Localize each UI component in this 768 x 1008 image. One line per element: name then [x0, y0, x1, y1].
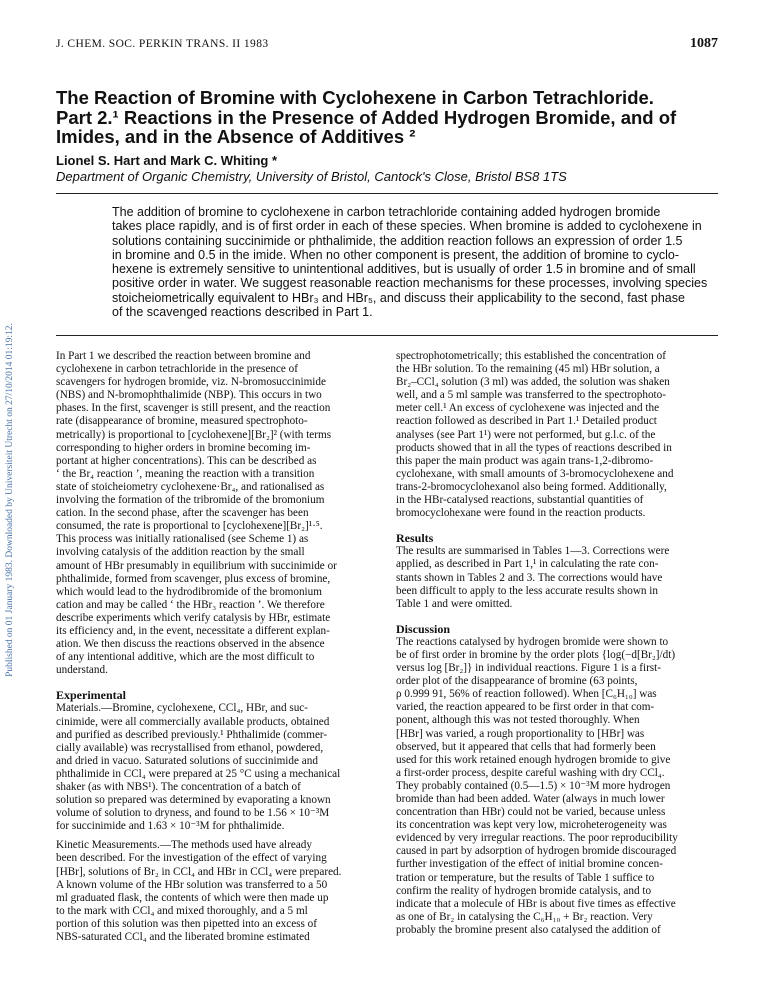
text-line: ml graduated flask, the contents of which were then made up — [56, 891, 329, 904]
text-line: its concentration was kept very low, microheterogeneity was — [396, 819, 667, 832]
text-line: confirm the reality of hydrogen bromide catalysis, and to — [396, 884, 652, 897]
text-line: A known volume of the HBr solution was transferred to a 50 — [56, 878, 328, 891]
text-line: Materials.—Bromine, cyclohexene, CCl₄, HBr, and suc- — [56, 702, 309, 715]
text-line: caused in part by adsorption of hydrogen bromide discouraged — [396, 845, 677, 858]
text-line: state of stoicheiometry cyclohexene·Br₄, and rationalised as — [56, 480, 325, 493]
text-line: The reactions catalysed by hydrogen bromide were shown to — [396, 635, 669, 648]
text-line: (NBS) and N-bromophthalimide (NBP). This occurs in two — [56, 389, 322, 402]
title-line: The Reaction of Bromine with Cyclohexene in Carbon Tetrachloride. — [56, 87, 654, 108]
abstract-line: of the scavenged reactions described in Part 1. — [112, 305, 373, 320]
text-line: portion of this solution was then pipetted into an excess of — [56, 917, 317, 930]
journal-header: J. CHEM. SOC. PERKIN TRANS. II 1983 — [56, 38, 269, 50]
text-line: [HBr], solutions of Br₂ in CCl₄ and HBr in CCl₄ were prepared. — [56, 865, 342, 878]
text-line: ‘ the Br₄ reaction ’, meaning the reaction with a transition — [56, 467, 315, 480]
text-line: phases. In the first, scavenger is still present, and the reaction — [56, 402, 331, 415]
text-line: involving catalysis of the addition reaction by the small — [56, 546, 305, 559]
text-line: as one of Br₂ in catalysing the C₆H₁₀ + Br₂ reaction. Very — [396, 910, 653, 923]
text-line: further investigation of the effect of initial bromine concen- — [396, 858, 663, 871]
text-line: Table 1 and were omitted. — [396, 597, 513, 610]
text-line: cially available) was recrystallised from ethanol, powdered, — [56, 741, 324, 754]
text-line: In Part 1 we described the reaction between bromine and — [56, 350, 311, 362]
text-line: and purified as described previously.¹ Phthalimide (commer- — [56, 728, 328, 741]
abstract-line: takes place rapidly, and is of first order in each of these species. When bromine is added to cyclohexene in — [112, 219, 702, 234]
abstract-line: positive order in water. We suggest reasonable reaction mechanisms for these processes, involving species — [112, 276, 708, 291]
section-heading: Discussion — [396, 621, 451, 636]
text-line: versus log [Br₂]} in individual reactions. Figure 1 is a first- — [396, 662, 661, 675]
text-line: ρ 0.999 91, 56% of reaction followed). When [C₆H₁₀] was — [396, 688, 657, 701]
text-line: describe experiments which verify catalysis by HBr, estimate — [56, 611, 331, 624]
abstract-line: stoicheiometrically equivalent to HBr₃ and HBr₅, and discuss their applicability to the second, fast phase — [112, 290, 685, 305]
text-line: corresponding to higher orders in bromine becoming im- — [56, 441, 311, 454]
text-line: Br₂–CCl₄ solution (3 ml) was added, the solution was shaken — [396, 376, 670, 389]
text-line: cyclohexene in carbon tetrachloride in the presence of — [56, 363, 298, 376]
text-line: volume of solution to dryness, and found to be 1.56 × 10⁻³M — [56, 807, 330, 820]
affiliation: Department of Organic Chemistry, University of Bristol, Cantock's Close, Bristol BS8 1TS — [56, 169, 567, 184]
abstract — [112, 205, 717, 319]
text-line: involving the formation of the tribromide of the bromonium — [56, 494, 325, 507]
text-line: trans-2-bromocyclohexanol also being formed. Additionally, — [396, 480, 667, 493]
text-line: portant at higher concentrations). This can be described as — [56, 454, 317, 467]
right-column — [396, 350, 718, 937]
text-line: products showed that in all the types of reactions described in — [396, 441, 672, 454]
authors: Lionel S. Hart and Mark C. Whiting * — [56, 153, 278, 168]
header-divider — [56, 193, 718, 194]
text-line: of any intentional additive, which are the most difficult to — [56, 651, 315, 664]
text-line: its efficiency and, in the event, necessitate a different explan- — [56, 624, 330, 637]
text-line: evidenced by very irregular reactions. The poor reproducibility — [396, 832, 678, 845]
text-line: ation. We then discuss the reactions observed in the absence — [56, 638, 325, 651]
section-heading: Results — [396, 531, 434, 546]
text-line: scavengers for hydrogen bromide, viz. N-bromosuccinimide — [56, 376, 326, 389]
text-line: been described. For the investigation of the effect of varying — [56, 852, 327, 865]
text-line: observed, but it appeared that cells that had formerly been — [396, 740, 656, 753]
text-line: solution so prepared was determined by evaporating a known — [56, 794, 331, 807]
text-line: The results are summarised in Tables 1—3. Corrections were — [396, 545, 670, 558]
text-line: used for this work retained enough hydrogen bromide to give — [396, 753, 671, 766]
text-line: in the HBr-catalysed reactions, substantial quantities of — [396, 494, 644, 507]
text-line: meter cell.¹ An excess of cyclohexene was injected and the — [396, 402, 660, 415]
text-line: consumed, the rate is proportional to [cyclohexene][Br₂]¹·⁵. — [56, 520, 323, 533]
text-line: shaker (as with NBS¹). The concentration of a batch of — [56, 781, 301, 793]
abstract-line: in bromine and 0.5 in the imide. When no other component is present, the addition of bromine to cyclo- — [112, 247, 679, 262]
text-line: this paper the main product was again trans-1,2-dibromo- — [396, 454, 654, 467]
text-line: applied, as described in Part 1,¹ in calculating the rate con- — [396, 558, 659, 571]
text-line: rate (disappearance of bromine, measured spectrophoto- — [56, 415, 308, 428]
text-line: stants shown in Tables 2 and 3. The corrections would have — [396, 571, 663, 584]
text-line: and dried in vacuo. Saturated solutions of succinimide and — [56, 754, 318, 767]
text-line: cinimide, were all commercially available products, obtained — [56, 715, 330, 728]
text-line: been difficult to apply to the less accurate results shown in — [396, 584, 659, 597]
left-column — [56, 350, 378, 944]
title-line: Part 2.¹ Reactions in the Presence of Added Hydrogen Bromide, and of — [56, 106, 677, 128]
text-line: understand. — [56, 664, 108, 677]
text-line: This process was initially rationalised (see Scheme 1) as — [56, 533, 309, 546]
download-watermark — [2, 200, 18, 800]
abstract-line: The addition of bromine to cyclohexene in carbon tetrachloride containing added hydrogen bromide — [112, 205, 661, 219]
text-line: a first-order process, despite careful washing with dry CCl₄. — [396, 766, 665, 779]
text-line: bromocyclohexane were found in the reaction products. — [396, 507, 646, 520]
text-line: analyses (see Part 1¹) were not performed, but g.l.c. of the — [396, 428, 656, 441]
abstract-line: solutions containing succinimide or phthalimide, the addition reaction follows an expression of order 1.5 — [112, 233, 683, 248]
section-heading: Experimental — [56, 688, 126, 703]
abstract-divider — [56, 335, 718, 336]
text-line: well, and a 5 ml sample was transferred to the spectrophoto- — [396, 389, 666, 402]
text-line: indicate that a molecule of HBr is about five times as effective — [396, 897, 676, 910]
text-line: cyclohexane, with small amounts of 3-bromocyclohexene and — [396, 467, 674, 480]
text-line: probably the bromine present also catalysed the addition of — [396, 923, 661, 936]
text-line: spectrophotometrically; this established the concentration of — [396, 350, 666, 362]
text-line: NBS-saturated CCl₄ and the liberated bromine estimated — [56, 931, 310, 944]
text-line: concentration than HBr) could not be varied, because unless — [396, 806, 666, 819]
text-line: which would lead to the hydrodibromide of the bromonium — [56, 585, 322, 598]
text-line: phthalimide, formed from scavenger, plus excess of bromine, — [56, 572, 331, 585]
text-line: reaction followed as described in Part 1.¹ Detailed product — [396, 415, 657, 428]
text-line: be of first order in bromine by the order plots {log(−d[Br₂]/dt) — [396, 648, 676, 661]
abstract-line: hexene is extremely sensitive to unintentional additives, but is usually of order 1.5 in bromine and of small — [112, 262, 696, 277]
text-line: cation and may be called ‘ the HBr₃ reaction ’. We therefore — [56, 598, 325, 611]
text-line: to the mark with CCl₄ and mixed thoroughly, and a 5 ml — [56, 904, 308, 917]
text-line: cation. In the second phase, after the scavenger has been — [56, 507, 309, 520]
article-title — [56, 88, 716, 147]
text-line: the HBr solution. To the remaining (45 ml) HBr solution, a — [396, 363, 660, 376]
title-line: Imides, and in the Absence of Additives ² — [56, 126, 416, 147]
text-line: metrically) is proportional to [cyclohexene][Br₂]² (with terms — [56, 428, 332, 441]
text-line: They probably contained (0.5—1.5) × 10⁻³M more hydrogen — [396, 779, 671, 792]
page-number: 1087 — [690, 36, 718, 51]
text-line: ponent, although this was not tested thoroughly. When — [396, 714, 640, 727]
text-line: tration or temperature, but the results of Table 1 suffice to — [396, 871, 655, 884]
text-line: phthalimide in CCl₄ were prepared at 25 °C using a mechanical — [56, 767, 341, 780]
text-line: varied, the reaction appeared to be first order in that com- — [396, 701, 655, 714]
text-line: bromide than had been added. Water (always in much lower — [396, 793, 665, 805]
text-line: amount of HBr presumably in equilibrium with succinimide or — [56, 559, 337, 572]
text-line: order plot of the disappearance of bromine (63 points, — [396, 675, 638, 688]
text-line: [HBr] was varied, a rough proportionality to [HBr] was — [396, 727, 645, 740]
text-line: for succinimide and 1.63 × 10⁻³M for phthalimide. — [56, 820, 285, 833]
text-line: Kinetic Measurements.—The methods used have already — [56, 839, 312, 852]
download-watermark-text: Published on 01 January 1983. Downloaded by Universiteit Utrecht on 27/10/2014 01:19:12. — [5, 323, 15, 677]
